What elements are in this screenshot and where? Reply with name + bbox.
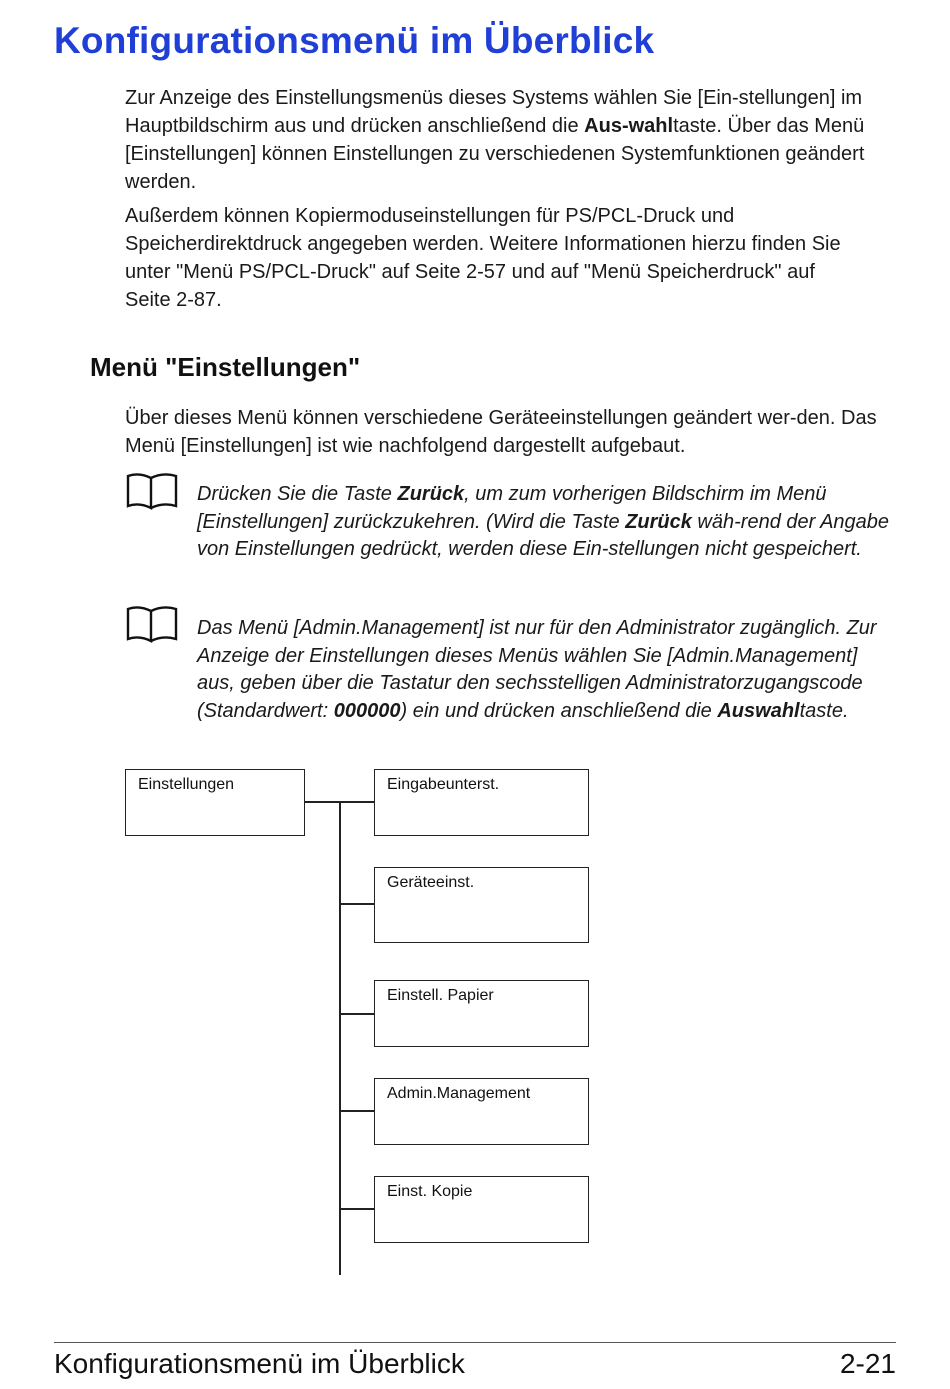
note-1-key-back-2: Zurück (625, 510, 692, 533)
connector-branch (339, 1110, 375, 1112)
intro-p1-bold-key: Aus-wahl (584, 115, 674, 137)
note-2-key-select: Auswahl (717, 699, 800, 722)
intro-p1-text-a: Zur Anzeige des Einstellungsmenüs dieses Systems wählen Sie [Ein-stellungen] im Hauptbildschirm aus und drücken anschließend die (125, 87, 863, 137)
note-2-default-code: 000000 (333, 699, 401, 722)
intro-paragraph-2: Außerdem können Kopiermoduseinstellungen für PS/PCL-Druck und Speicherdirektdruck angegeben werden. Weitere Informationen hierzu finden Sie unter "Menü PS/PCL-Druck" auf Seite 2-57 und auf "Menü Speicherdruck" auf Seite 2-87. (125, 205, 841, 311)
book-note-icon (125, 470, 179, 510)
section-text: Über dieses Menü können verschiedene Geräteeinstellungen geändert wer-den. Das Menü [Einstellungen] ist wie nachfolgend dargestellt aufgebaut. (125, 407, 877, 457)
intro-p1-text-b: taste. Über das Menü [Einstellungen] können Einstellungen zu verschiedenen Systemfunktionen geändert werden. (125, 115, 865, 193)
note-1-text-e: wäh-rend der Angabe von Einstellungen gedrückt, werden diese Ein-stellungen nicht gespeichert. (197, 510, 890, 560)
note-1-text-a: Drücken Sie die Taste (197, 483, 398, 505)
connector-trunk (339, 801, 341, 1275)
menu-root-box: Einstellungen (125, 769, 305, 836)
note-2 (197, 615, 897, 725)
connector-branch (339, 1208, 375, 1210)
menu-item-box: Eingabeunterst. (374, 769, 589, 836)
page-number: 2-21 (839, 1348, 896, 1379)
connector-branch (339, 903, 375, 905)
note-2-text-e: taste. (799, 699, 849, 722)
intro-paragraph-1 (125, 84, 865, 196)
section-heading: Menü "Einstellungen" (90, 352, 361, 382)
note-1 (197, 481, 897, 564)
menu-item-box: Einstell. Papier (374, 980, 589, 1047)
note-2-text-a: Das Menü [Admin.Management] ist nur für den Administrator zugänglich. Zur Anzeige der Einstellungen dieses Menüs wählen Sie [Admin.Management] aus, geben über die Tastatur den sechsstelligen Administratorzugangscode (Standardwert: (197, 617, 877, 722)
footer-divider (54, 1342, 896, 1343)
note-1-text-c: , um zum vorherigen Bildschirm im Menü [Einstellungen] zurückzukehren. (Wird die Taste (197, 483, 827, 533)
page-title: Konfigurationsmenü im Überblick (54, 20, 655, 61)
footer-title: Konfigurationsmenü im Überblick (54, 1348, 465, 1379)
connector-branch (339, 1013, 375, 1015)
note-1-key-back: Zurück (397, 483, 465, 505)
menu-item-box: Admin.Management (374, 1078, 589, 1145)
book-note-icon (125, 603, 179, 643)
menu-item-box: Geräteeinst. (374, 867, 589, 943)
menu-item-box: Einst. Kopie (374, 1176, 589, 1243)
note-2-text-c: ) ein und drücken anschließend die (400, 699, 718, 722)
